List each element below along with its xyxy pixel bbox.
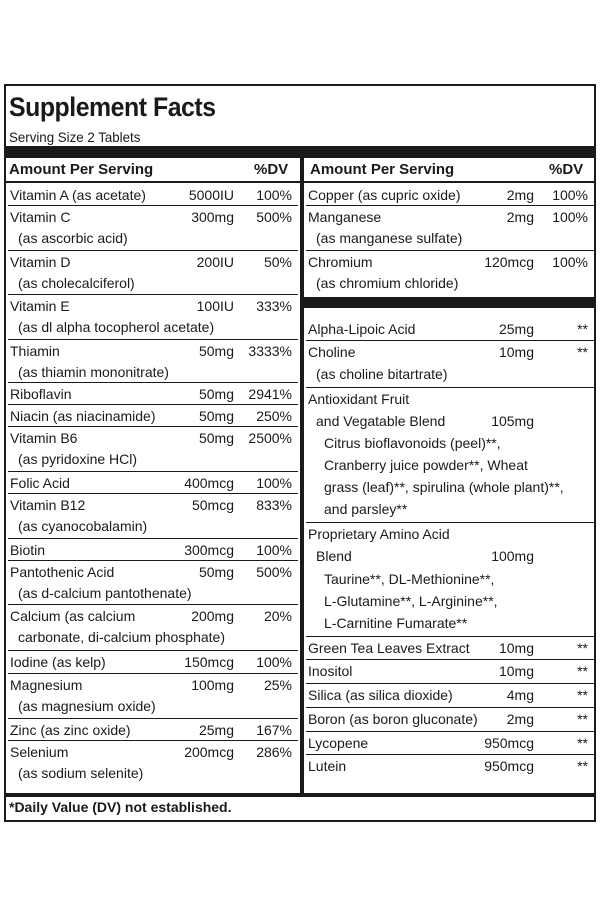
nutrient-name: Vitamin D xyxy=(10,254,71,270)
nutrient-dv: ** xyxy=(577,758,588,774)
nutrient-row-alpha-lipoic xyxy=(306,318,594,341)
amino-blend-row xyxy=(306,523,594,637)
nutrient-amount: 50mg xyxy=(198,408,234,424)
left-amount-header: Amount Per Serving xyxy=(9,161,154,178)
blend-amount: 105mg xyxy=(491,413,534,429)
column-divider xyxy=(300,158,304,793)
right-header-rule xyxy=(304,181,594,183)
nutrient-amount: 10mg xyxy=(498,344,534,360)
nutrient-row xyxy=(8,539,298,561)
nutrient-row xyxy=(8,494,298,539)
nutrient-amount: 200IU xyxy=(196,254,234,270)
nutrient-row xyxy=(8,561,298,605)
nutrient-dv: 100% xyxy=(256,654,292,670)
nutrient-row xyxy=(8,295,298,340)
thick-divider xyxy=(6,146,594,158)
nutrient-row xyxy=(8,405,298,427)
nutrient-source: (as choline bitartrate) xyxy=(316,366,448,382)
blend-detail-line: grass (leaf)**, spirulina (whole plant)**, xyxy=(324,479,564,495)
nutrient-dv: 286% xyxy=(256,744,292,760)
nutrient-source: (as sodium selenite) xyxy=(18,765,144,781)
nutrient-dv: 25% xyxy=(263,677,292,693)
nutrient-name: Thiamin xyxy=(10,343,60,359)
nutrient-amount: 950mcg xyxy=(484,758,534,774)
nutrient-amount: 50mcg xyxy=(191,497,234,513)
nutrient-source: (as magnesium oxide) xyxy=(18,698,156,714)
nutrient-name: Lutein xyxy=(308,758,347,774)
nutrient-row xyxy=(8,472,298,494)
nutrient-row xyxy=(8,184,298,206)
nutrient-name: Folic Acid xyxy=(10,475,70,491)
nutrient-source: (as cyanocobalamin) xyxy=(18,518,148,534)
nutrient-name: Boron (as boron gluconate) xyxy=(308,711,478,727)
nutrient-source: (as chromium chloride) xyxy=(316,275,459,291)
nutrient-amount: 100mg xyxy=(191,677,234,693)
nutrient-name: Biotin xyxy=(10,542,46,558)
nutrient-name: Lycopene xyxy=(308,735,369,751)
nutrient-name: Vitamin B12 xyxy=(10,497,86,513)
nutrient-amount: 2mg xyxy=(506,209,534,225)
nutrient-amount: 50mg xyxy=(198,430,234,446)
nutrient-dv: 500% xyxy=(256,564,292,580)
nutrient-amount: 150mcg xyxy=(184,654,234,670)
nutrient-dv: 100% xyxy=(552,254,588,270)
nutrient-name: Niacin (as niacinamide) xyxy=(10,408,156,424)
nutrient-name: Silica (as silica dioxide) xyxy=(308,687,453,703)
blend-detail-line: L-Carnitine Fumarate** xyxy=(324,615,468,631)
footnote: *Daily Value (DV) not established. xyxy=(9,799,232,815)
blend-name-line2: and Vegatable Blend xyxy=(316,413,446,429)
nutrient-amount: 2mg xyxy=(506,711,534,727)
blend-name-line1: Antioxidant Fruit xyxy=(308,391,410,407)
nutrient-amount: 4mg xyxy=(506,687,534,703)
nutrient-amount: 200mg xyxy=(191,608,234,624)
nutrient-row xyxy=(8,741,298,785)
nutrient-dv: ** xyxy=(577,640,588,656)
nutrient-row xyxy=(306,637,594,660)
left-header-rule xyxy=(6,181,300,183)
nutrient-amount: 10mg xyxy=(498,663,534,679)
nutrient-name: Inositol xyxy=(308,663,353,679)
nutrient-amount: 300mcg xyxy=(184,542,234,558)
supplement-facts-panel xyxy=(4,84,596,822)
bottom-rule xyxy=(6,793,594,797)
nutrient-dv: 100% xyxy=(552,209,588,225)
nutrient-source: carbonate, di-calcium phosphate) xyxy=(18,629,226,645)
nutrient-row xyxy=(8,251,298,295)
nutrient-row xyxy=(306,251,594,297)
nutrient-name: Magnesium xyxy=(10,677,83,693)
mid-thick-divider xyxy=(304,297,594,308)
nutrient-dv: 2500% xyxy=(248,430,292,446)
nutrient-dv: 250% xyxy=(256,408,292,424)
nutrient-dv: 20% xyxy=(263,608,292,624)
nutrient-row xyxy=(8,383,298,405)
nutrient-name: Riboflavin xyxy=(10,386,72,402)
nutrient-name: Copper (as cupric oxide) xyxy=(308,187,461,203)
blend-detail-line: L-Glutamine**, L-Arginine**, xyxy=(324,593,498,609)
nutrient-dv: ** xyxy=(577,735,588,751)
nutrient-amount: 25mg xyxy=(498,321,534,337)
nutrient-amount: 10mg xyxy=(498,640,534,656)
nutrient-row xyxy=(8,206,298,251)
nutrient-amount: 200mcg xyxy=(184,744,234,760)
nutrient-dv: 2941% xyxy=(248,386,292,402)
nutrient-row xyxy=(306,684,594,708)
nutrient-dv: 100% xyxy=(256,187,292,203)
nutrient-dv: 3333% xyxy=(248,343,292,359)
nutrient-dv: ** xyxy=(577,663,588,679)
blend-amount: 100mg xyxy=(491,548,534,564)
nutrient-dv: 50% xyxy=(263,254,292,270)
blend-detail-line: Cranberry juice powder**, Wheat xyxy=(324,457,528,473)
nutrient-source: (as d-calcium pantothenate) xyxy=(18,585,192,601)
nutrient-row xyxy=(306,184,594,206)
nutrient-name: Chromium xyxy=(308,254,373,270)
nutrient-source: (as thiamin mononitrate) xyxy=(18,364,169,380)
nutrient-source: (as cholecalciferol) xyxy=(18,275,135,291)
panel-title: Supplement Facts xyxy=(9,92,216,122)
nutrient-name: Iodine (as kelp) xyxy=(10,654,106,670)
nutrient-amount: 2mg xyxy=(506,187,534,203)
nutrient-dv: 167% xyxy=(256,722,292,738)
nutrient-row xyxy=(8,605,298,651)
nutrient-row xyxy=(8,340,298,383)
right-dv-header: %DV xyxy=(549,161,584,178)
nutrient-dv: 100% xyxy=(552,187,588,203)
nutrient-amount: 50mg xyxy=(198,386,234,402)
nutrient-name: Pantothenic Acid xyxy=(10,564,115,580)
nutrient-dv: 833% xyxy=(256,497,292,513)
nutrient-row xyxy=(8,427,298,472)
nutrient-row xyxy=(8,674,298,719)
nutrient-row-choline xyxy=(306,341,594,388)
blend-detail-line: Citrus bioflavonoids (peel)**, xyxy=(324,435,501,451)
nutrient-row xyxy=(8,719,298,741)
nutrient-amount: 950mcg xyxy=(484,735,534,751)
nutrient-name: Green Tea Leaves Extract xyxy=(308,640,470,656)
nutrient-row xyxy=(306,660,594,684)
blend-name-line1: Proprietary Amino Acid xyxy=(308,526,450,542)
nutrient-row xyxy=(306,206,594,251)
nutrient-dv: 500% xyxy=(256,209,292,225)
nutrient-amount: 25mg xyxy=(198,722,234,738)
nutrient-name: Selenium xyxy=(10,744,69,760)
nutrient-row xyxy=(306,755,594,781)
nutrient-name: Vitamin E xyxy=(10,298,70,314)
left-dv-header: %DV xyxy=(254,161,289,178)
nutrient-amount: 5000IU xyxy=(188,187,234,203)
blend-name-line2: Blend xyxy=(316,548,352,564)
nutrient-amount: 400mcg xyxy=(184,475,234,491)
blend-detail-line: and parsley** xyxy=(324,501,408,517)
nutrient-name: Vitamin A (as acetate) xyxy=(10,187,146,203)
nutrient-amount: 100IU xyxy=(196,298,234,314)
nutrient-amount: 120mcg xyxy=(484,254,534,270)
nutrient-amount: 50mg xyxy=(198,564,234,580)
nutrient-row xyxy=(306,708,594,732)
nutrient-row xyxy=(8,651,298,674)
nutrient-amount: 300mg xyxy=(191,209,234,225)
antioxidant-blend-row xyxy=(306,388,594,523)
nutrient-source: (as ascorbic acid) xyxy=(18,230,128,246)
nutrient-dv: 333% xyxy=(256,298,292,314)
nutrient-amount: 50mg xyxy=(198,343,234,359)
right-amount-header: Amount Per Serving xyxy=(310,161,455,178)
nutrient-name: Vitamin B6 xyxy=(10,430,78,446)
nutrient-name: Zinc (as zinc oxide) xyxy=(10,722,131,738)
nutrient-name: Vitamin C xyxy=(10,209,71,225)
nutrient-row xyxy=(306,732,594,755)
nutrient-dv: ** xyxy=(577,687,588,703)
nutrient-source: (as dl alpha tocopherol acetate) xyxy=(18,319,215,335)
serving-size: Serving Size 2 Tablets xyxy=(9,129,141,145)
nutrient-name: Manganese xyxy=(308,209,382,225)
nutrient-name: Alpha-Lipoic Acid xyxy=(308,321,416,337)
blend-detail-line: Taurine**, DL-Methionine**, xyxy=(324,571,495,587)
nutrient-dv: ** xyxy=(577,344,588,360)
nutrient-source: (as manganese sulfate) xyxy=(316,230,463,246)
nutrient-dv: 100% xyxy=(256,475,292,491)
nutrient-source: (as pyridoxine HCl) xyxy=(18,451,138,467)
nutrient-name: Calcium (as calcium xyxy=(10,608,136,624)
nutrient-dv: ** xyxy=(577,321,588,337)
nutrient-dv: ** xyxy=(577,711,588,727)
nutrient-name: Choline xyxy=(308,344,356,360)
nutrient-dv: 100% xyxy=(256,542,292,558)
